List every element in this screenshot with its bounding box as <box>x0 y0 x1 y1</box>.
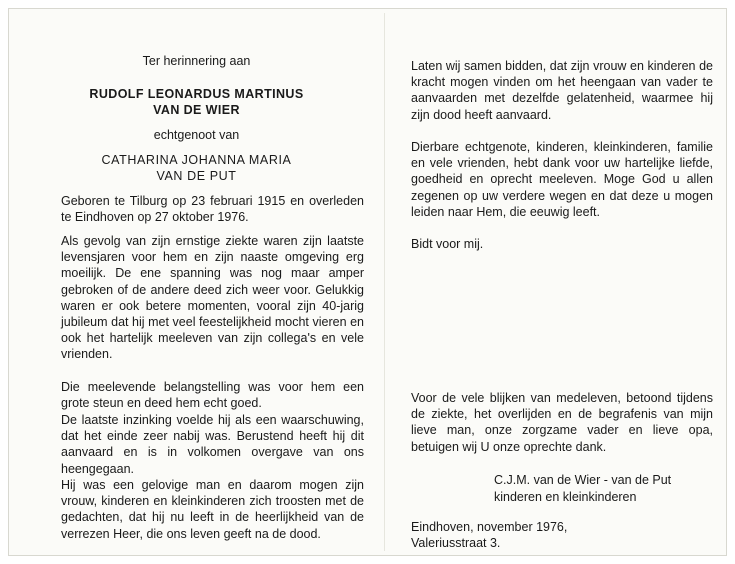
paragraph-last-days: De laatste inzinking voelde hij als een waarschuwing, dat het einde zeer nabij was. Berustend heeft hij dit aanvaard en is in volkomen overgave van ons heengegaan. <box>61 413 364 476</box>
memorial-card <box>8 8 727 556</box>
intro-text: Ter herinnering aan <box>142 54 251 68</box>
birth-death-text: Geboren te Tilburg op 23 februari 1915 en overleden te Eindhoven op 27 oktober 1976. <box>61 194 364 225</box>
right-panel <box>384 9 728 555</box>
spouse-name-line2: VAN DE PUT <box>156 169 237 183</box>
signature-relatives: kinderen en kleinkinderen <box>494 490 637 504</box>
spouse-intro-text: echtgenoot van <box>153 128 240 142</box>
paragraph-faith: Hij was een gelovige man en daarom mogen zijn vrouw, kinderen en kleinkinderen zich troosten met de gedachten, dat hij nu leeft in de heerlijkheid van de verrezen Heer, die ons leven geeft na de dood. <box>61 478 364 541</box>
pray-for-me-text: Bidt voor mij. <box>411 237 484 251</box>
prayer-paragraph: Laten wij samen bidden, dat zijn vrouw en kinderen de kracht mogen vinden om het heengaan van vader te aanvaarden met dezelfde gelatenheid, waarmee hij zijn dood heeft aanvaard. <box>411 59 713 122</box>
place-date-text: Eindhoven, november 1976, <box>411 520 568 534</box>
paragraph-support: Die meelevende belangstelling was voor hem een grote steun en deed hem echt goed. <box>61 380 364 411</box>
deceased-name-line2: VAN DE WIER <box>153 103 240 117</box>
signature-family-name: C.J.M. van de Wier - van de Put <box>494 473 672 487</box>
gratitude-paragraph: Dierbare echtgenote, kinderen, kleinkinderen, familie en vele vrienden, hebt dank voor uw hartelijke liefde, goedheid en oprecht meeleven. Moge God u allen zegenen op uw verdere wegen en dat deze u mogen leiden naar Hem, die eeuwig leeft. <box>411 140 713 219</box>
deceased-name-line1: RUDOLF LEONARDUS MARTINUS <box>89 87 304 101</box>
address-text: Valeriusstraat 3. <box>411 536 501 550</box>
paragraph-illness: Als gevolg van zijn ernstige ziekte waren zijn laatste levensjaren voor hem en zijn naaste omgeving erg moeilijk. De ene spanning was nog maar amper gebroken of de andere deed zich weer voor. Gelukkig waren er ook betere momenten, vooral zijn 40-jarig jubileum dat hij met veel feestelijkheid mocht vieren en ook het hartelijk meeleven van zijn collega's en vele vrienden. <box>61 234 364 362</box>
thanks-paragraph: Voor de vele blijken van medeleven, betoond tijdens de ziekte, het overlijden en de begrafenis van mijn lieve man, onze zorgzame vader en lieve opa, betuigen wij U onze oprechte dank. <box>411 391 713 454</box>
left-panel <box>9 9 384 555</box>
spouse-name-line1: CATHARINA JOHANNA MARIA <box>101 153 292 167</box>
